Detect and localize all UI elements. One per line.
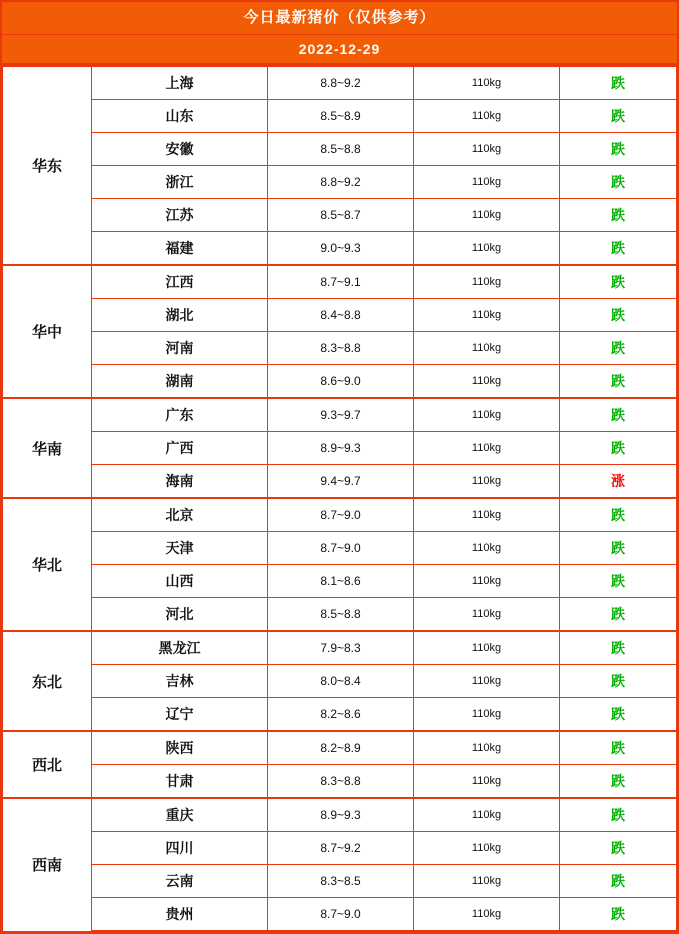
table-row [3,232,677,266]
trend-cell: 跌 [560,166,677,199]
price-cell: 8.8~9.2 [268,66,414,100]
province-cell: 北京 [92,498,268,532]
trend-cell: 跌 [560,631,677,665]
region-cell: 西南 [3,798,92,931]
price-cell: 8.3~8.5 [268,865,414,898]
table-row [3,598,677,632]
province-cell: 浙江 [92,166,268,199]
table-row [3,100,677,133]
price-table-body [3,66,677,931]
table-row [3,898,677,932]
province-cell: 福建 [92,232,268,266]
weight-cell: 110kg [414,432,560,465]
weight-cell: 110kg [414,100,560,133]
weight-cell: 110kg [414,299,560,332]
weight-cell: 110kg [414,698,560,732]
region-cell: 华南 [3,398,92,498]
province-cell: 陕西 [92,731,268,765]
table-row [3,698,677,732]
province-cell: 湖南 [92,365,268,399]
table-row [3,498,677,532]
trend-cell: 涨 [560,465,677,499]
trend-cell: 跌 [560,265,677,299]
trend-cell: 跌 [560,100,677,133]
price-cell: 8.5~8.9 [268,100,414,133]
weight-cell: 110kg [414,565,560,598]
province-cell: 广西 [92,432,268,465]
table-row [3,365,677,399]
trend-cell: 跌 [560,199,677,232]
price-cell: 8.1~8.6 [268,565,414,598]
weight-cell: 110kg [414,232,560,266]
weight-cell: 110kg [414,798,560,832]
weight-cell: 110kg [414,631,560,665]
region-cell: 东北 [3,631,92,731]
weight-cell: 110kg [414,332,560,365]
province-cell: 海南 [92,465,268,499]
province-cell: 辽宁 [92,698,268,732]
weight-cell: 110kg [414,665,560,698]
province-cell: 山东 [92,100,268,133]
region-cell: 华中 [3,265,92,398]
table-row [3,66,677,100]
region-cell: 西北 [3,731,92,798]
trend-cell: 跌 [560,532,677,565]
trend-cell: 跌 [560,798,677,832]
price-cell: 8.9~9.3 [268,432,414,465]
table-row [3,565,677,598]
price-cell: 8.7~9.0 [268,498,414,532]
region-cell: 华东 [3,66,92,265]
trend-cell: 跌 [560,232,677,266]
date-label: 2022-12-29 [2,35,677,65]
province-cell: 安徽 [92,133,268,166]
province-cell: 四川 [92,832,268,865]
price-cell: 8.4~8.8 [268,299,414,332]
price-cell: 8.0~8.4 [268,665,414,698]
table-row [3,765,677,799]
table-row [3,166,677,199]
weight-cell: 110kg [414,66,560,100]
province-cell: 甘肃 [92,765,268,799]
weight-cell: 110kg [414,865,560,898]
province-cell: 江苏 [92,199,268,232]
weight-cell: 110kg [414,166,560,199]
trend-cell: 跌 [560,398,677,432]
price-cell: 8.3~8.8 [268,765,414,799]
province-cell: 黑龙江 [92,631,268,665]
page-title: 今日最新猪价（仅供参考） [2,2,677,35]
trend-cell: 跌 [560,765,677,799]
trend-cell: 跌 [560,432,677,465]
weight-cell: 110kg [414,199,560,232]
table-row [3,832,677,865]
trend-cell: 跌 [560,898,677,932]
province-cell: 河北 [92,598,268,632]
price-cell: 8.5~8.8 [268,598,414,632]
trend-cell: 跌 [560,698,677,732]
trend-cell: 跌 [560,832,677,865]
province-cell: 广东 [92,398,268,432]
trend-cell: 跌 [560,498,677,532]
weight-cell: 110kg [414,265,560,299]
weight-cell: 110kg [414,365,560,399]
table-row [3,265,677,299]
table-row [3,798,677,832]
price-cell: 8.7~9.0 [268,898,414,932]
price-cell: 8.6~9.0 [268,365,414,399]
trend-cell: 跌 [560,865,677,898]
province-cell: 湖北 [92,299,268,332]
province-cell: 山西 [92,565,268,598]
trend-cell: 跌 [560,133,677,166]
table-row [3,432,677,465]
weight-cell: 110kg [414,398,560,432]
table-row [3,865,677,898]
trend-cell: 跌 [560,332,677,365]
province-cell: 上海 [92,66,268,100]
price-cell: 8.2~8.6 [268,698,414,732]
price-cell: 7.9~8.3 [268,631,414,665]
table-row [3,631,677,665]
price-cell: 8.5~8.7 [268,199,414,232]
price-cell: 9.4~9.7 [268,465,414,499]
province-cell: 河南 [92,332,268,365]
table-row [3,299,677,332]
table-row [3,665,677,698]
trend-cell: 跌 [560,731,677,765]
province-cell: 天津 [92,532,268,565]
province-cell: 重庆 [92,798,268,832]
province-cell: 云南 [92,865,268,898]
table-row [3,465,677,499]
table-row [3,133,677,166]
weight-cell: 110kg [414,465,560,499]
weight-cell: 110kg [414,133,560,166]
price-cell: 8.2~8.9 [268,731,414,765]
weight-cell: 110kg [414,731,560,765]
table-row [3,332,677,365]
price-cell: 8.7~9.2 [268,832,414,865]
region-cell: 华北 [3,498,92,631]
trend-cell: 跌 [560,598,677,632]
price-cell: 8.5~8.8 [268,133,414,166]
province-cell: 吉林 [92,665,268,698]
price-cell: 9.0~9.3 [268,232,414,266]
price-table [2,65,677,932]
weight-cell: 110kg [414,765,560,799]
trend-cell: 跌 [560,365,677,399]
trend-cell: 跌 [560,665,677,698]
table-row [3,398,677,432]
trend-cell: 跌 [560,299,677,332]
price-cell: 8.3~8.8 [268,332,414,365]
price-cell: 9.3~9.7 [268,398,414,432]
weight-cell: 110kg [414,832,560,865]
table-row [3,532,677,565]
table-row [3,199,677,232]
weight-cell: 110kg [414,532,560,565]
price-cell: 8.9~9.3 [268,798,414,832]
weight-cell: 110kg [414,898,560,932]
trend-cell: 跌 [560,565,677,598]
price-cell: 8.7~9.1 [268,265,414,299]
province-cell: 贵州 [92,898,268,932]
price-cell: 8.8~9.2 [268,166,414,199]
weight-cell: 110kg [414,498,560,532]
weight-cell: 110kg [414,598,560,632]
price-cell: 8.7~9.0 [268,532,414,565]
province-cell: 江西 [92,265,268,299]
trend-cell: 跌 [560,66,677,100]
table-row [3,731,677,765]
